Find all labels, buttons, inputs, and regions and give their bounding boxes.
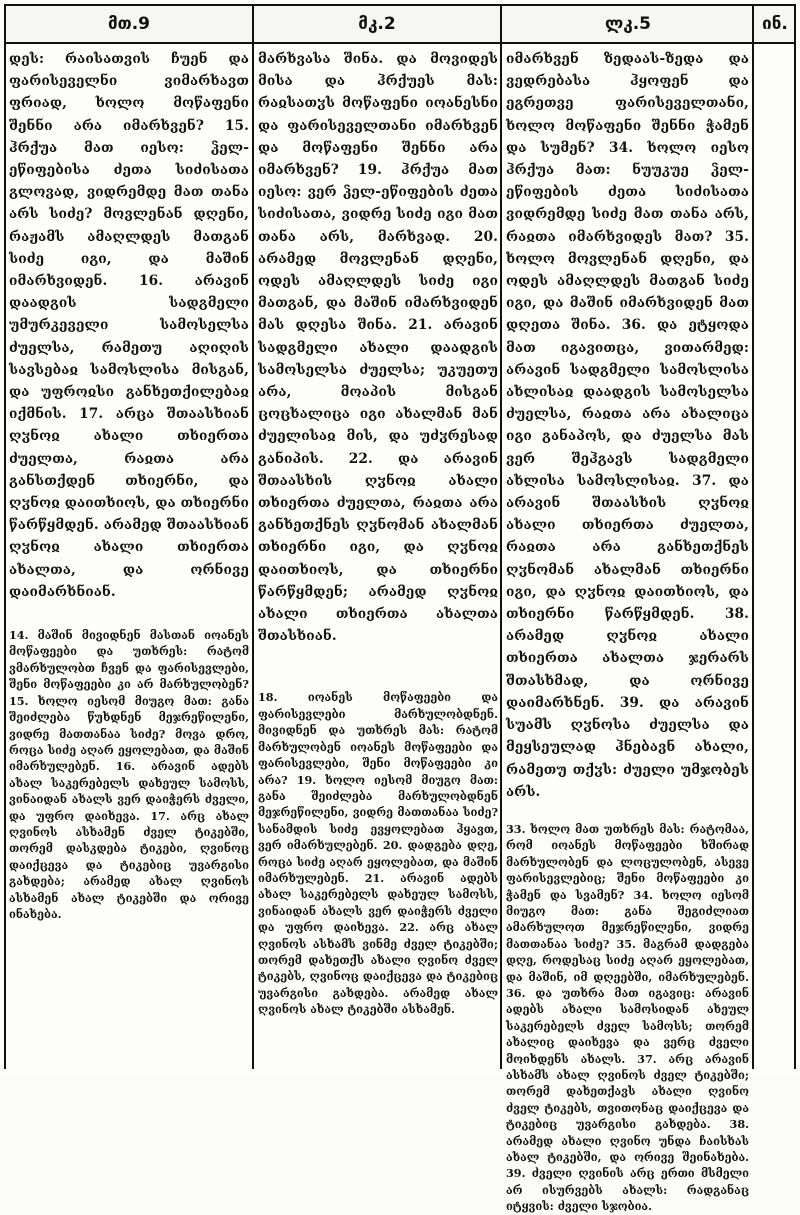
header-mark: მკ.2: [358, 14, 396, 34]
column-divider: [500, 4, 502, 1069]
header-luke: ლკ.5: [605, 14, 651, 34]
header-matthew: მთ.9: [107, 14, 151, 34]
column-divider: [4, 4, 6, 1069]
column-divider: [752, 4, 754, 1069]
header-john: ინ.: [762, 14, 788, 34]
column-divider: [252, 4, 254, 1069]
matthew-ancient-text: 14. მაშინ მივიდნენ მასთან იოანეს მოწაფეები და უთხრეს: რატომ ვმარხულობთ ჩვენ და ფარისევლები, შენი მოწაფეები კი არ მარხულობენ? 15. ხოლო იესომ მიუგო მათ: განა შეიძლება წუხდნენ მეჯრეწილენი, ვიდრე მათთანაა სიძე? მოვა დრო, როცა სიძე აღარ ეყოლებათ, და მაშინ იმარხულებენ. 16. არავინ ადებს ახალ საკერებელს დახეულ სამოსს, ვინაიდან ახალს ვერ დაიჭერს ძველი, და უფრო დაიხევა. 17. არც ახალ ღვინოს ასხამენ ძველ ტიკებში, თორემ დასკდება ტიკები, ღვინოც დაიქცევა და ტიკებიც უვარგისი გახდება; არამედ ახალ ღვინოს ასხამენ ახალ ტიკებში და ორივე ინახება.: [9, 628, 249, 921]
matthew-column: [9, 48, 249, 1069]
mark-column: [258, 48, 498, 1069]
mark-modern-text: მარხვასა შინა. და მოვიდეს მისა და ჰრქუეს მას: რაჲსათჳს მოწაფენი იოანესნი და ფარისეველთანი იმარხვენ და მოწაფენი შენნი არა იმარხვენ? 19. ჰრქუა მათ იესო: ვერ ჴელ-ეწიფების ძეთა სიძისათა, ვიდრე სიძე იგი მათ თანა არს, მარხვად. 20. არამედ მოვლენან დღენი, ოდეს ამაღლდეს სიძე იგი მათგან, და მაშინ იმარხვიდენ მას დღესა შინა. 21. არავინ სადგმელი ახალი დაადგის სამოსელსა ძუელსა; უკუეთუ არა, მოაპის მისგან ცოცხალიცა იგი ახალმან მან ძუელისაჲ მის, და უძჳრესად განიპის. 22. და არავინ შთაასხის ღჳნოჲ ახალი თხიერთა ძუელთა, რაჲთა არა განხეთქნეს ღჳნომან ახალმან თხიერნი იგი, და ღჳნოჲ დაითხიოს, და თხიერნი წარწყმდენ; არამედ ღჳნოჲ ახალი თხიერთა ახალთა შთასხიან.: [258, 51, 498, 645]
mark-ancient-text: 18. იოანეს მოწაფეები და ფარისევლები მარხულობდნენ. მივიდნენ და უთხრეს მას: რატომ მარხულობენ იოანეს მოწაფეები და ფარისევლები, შენი მოწაფეები კი არა? 19. ხოლო იესომ მიუგო მათ: განა შეიძლება მარხულობდნენ მეჯრეწილენი, ვიდრე მათთანაა სიძე? სანამდის სიძე ევყოლებათ ჰყავთ, ვერ იმარხულებენ. 20. დადგება დღე, როცა სიძე აღარ ეყოლებათ, და მაშინ იმარხულებენ. 21. არავინ ადებს ახალ საკერებელს დახეულ სამოსს, ვინაიდან ახალს ვერ დაიჭერს ძველი და უფრო დაიხევა. 22. არც ახალ ღვინოს ასხამს ვინმე ძველ ტიკებში; თორემ დახეთქს ახალი ღვინო ძველ ტიკებს, ღვინოც დაიქცევა და ტიკებიც უვარგისი გახდება. არამედ ახალ ღვინოს ახალ ტიკებში ასხამენ.: [258, 690, 498, 1017]
luke-modern-text: იმარხვენ ზედაას-ზედა და ვედრებასა ჰყოფენ და ეგრეთვე ფარისეველთანი, ხოლო მოწაფენი შენნი ჭამენ და სუმენ? 34. ხოლო იესო ჰრქუა მათ: ნუუკუე ჴელ-ეწიფების ძეთა სიძისათა ვიდრემდე სიძე მათ თანა არს, რაჲთა იმარხვიდეს მათ? 35. ხოლო მოვლენან დღენი, და ოდეს ამაღლდეს მათგან სიძე იგი, და მაშინ იმარხვიდენ მათ დღეთა შინა. 36. და ეტყოდა მათ იგავითცა, ვითარმედ: არავინ სადგმელი სამოსლისა ახლისაჲ დაადგის სამოსელსა ძუელსა, რაჲთა არა ახალიცა იგი განაპოს, და ძუელსა მას ვერ შეჰგავს სადგმელი ახლისა სამოსლისაჲ. 37. და არავინ შთაასხის ღჳნოჲ ახალი თხიერთა ძუელთა, რაჲთა არა განხეთქნეს ღჳნომან ახალმან თხიერნი იგი, და ღჳნოჲ დაითხიოს, და თხიერნი წარწყმდენ. 38. არამედ ღჳნოჲ ახალი თხიერთა ახალთა ჯერარს შთასხმად, და ორნივე დაიმარხნენ. 39. და არავინ სუამს ღჳნოსა ძუელსა და მეყსეულად ჰნებავნ ახალი, რამეთუ თქჳს: ძუელი უმჯობეს არს.: [506, 51, 749, 800]
matthew-modern-text: დეს: რაისათვის ჩუენ და ფარისეველნი ვიმარხავთ ფრიად, ხოლო მოწაფენი შენნი არა იმარხვენ? 15. ჰრქუა მათ იესო: ჴელ-ეწიფებისა ძეთა სიძისათა გლოვად, ვიდრემდე მათ თანა არს სიძე? მოვლენან დღენი, რაჟამს ამაღლდეს მათგან სიძე იგი, და მაშინ იმარხვიდენ. 16. არავინ დაადგის სადგმელი უმურკეველი სამოსელსა ძუელსა, რამეთუ აღიღის სავსებაჲ სამოსლისა მისგან, და უფროჲსი განხეთქილებაჲ იქმნის. 17. არცა შთაასხიან ღჳნოჲ ახალი თხიერთა ძუელთა, რაჲთა არა განსთქდენ თხიერნი, და ღჳნოჲ დაითხიოს, და თხიერნი წარწყმდენ. არამედ შთაასხიან ღჳნოჲ ახალი თხიერთა ახალთა, და ორნივე დაიმარხნიან.: [9, 51, 249, 600]
column-divider: [794, 4, 796, 1069]
luke-ancient-text: 33. ხოლო მათ უთხრეს მას: რატომაა, რომ იოანეს მოწაფეები ხშირად მარხულობენ და ლოცულობენ, ასევე ფარისევლებიც; შენი მოწაფეები კი ჭამენ და სვამენ? 34. ხოლო იესომ მიუგო მათ: განა შეგიძლიათ ამარხულოთ მეჯრეწილენი, ვიდრე მათთანაა სიძე? 35. მაგრამ დადგება დღე, როდესაც სიძე აღარ ეყოლებათ, და მაშინ, იმ დღეებში, იმარხულებენ. 36. და უთხრა მათ იგავიც: არავინ ადებს ახალი სამოსიდან ახეულ საკერებელს ძველ სამოსს; თორემ ახალიც დაიხევა და ვერც ძველი მოიხდენს ახალს. 37. არც არავინ ასხამს ახალ ღვინოს ძველ ტიკებში; თორემ დახეთქავს ახალი ღვინო ძველ ტიკებს, თვითონაც დაიქცევა და ტიკებიც უვარგისი გახდება. 38. არამედ ახალი ღვინო უნდა ჩაისხას ახალ ტიკებში, და ორივე შეინახება. 39. ძველი ღვინის არც ერთი მსმელი არ ისურვებს ახალს: რადგანაც იტყვის: ძველი სჯობია.: [506, 821, 749, 1214]
column-header-row: [4, 4, 796, 44]
luke-column: [506, 48, 749, 1214]
john-column: [756, 48, 792, 1069]
